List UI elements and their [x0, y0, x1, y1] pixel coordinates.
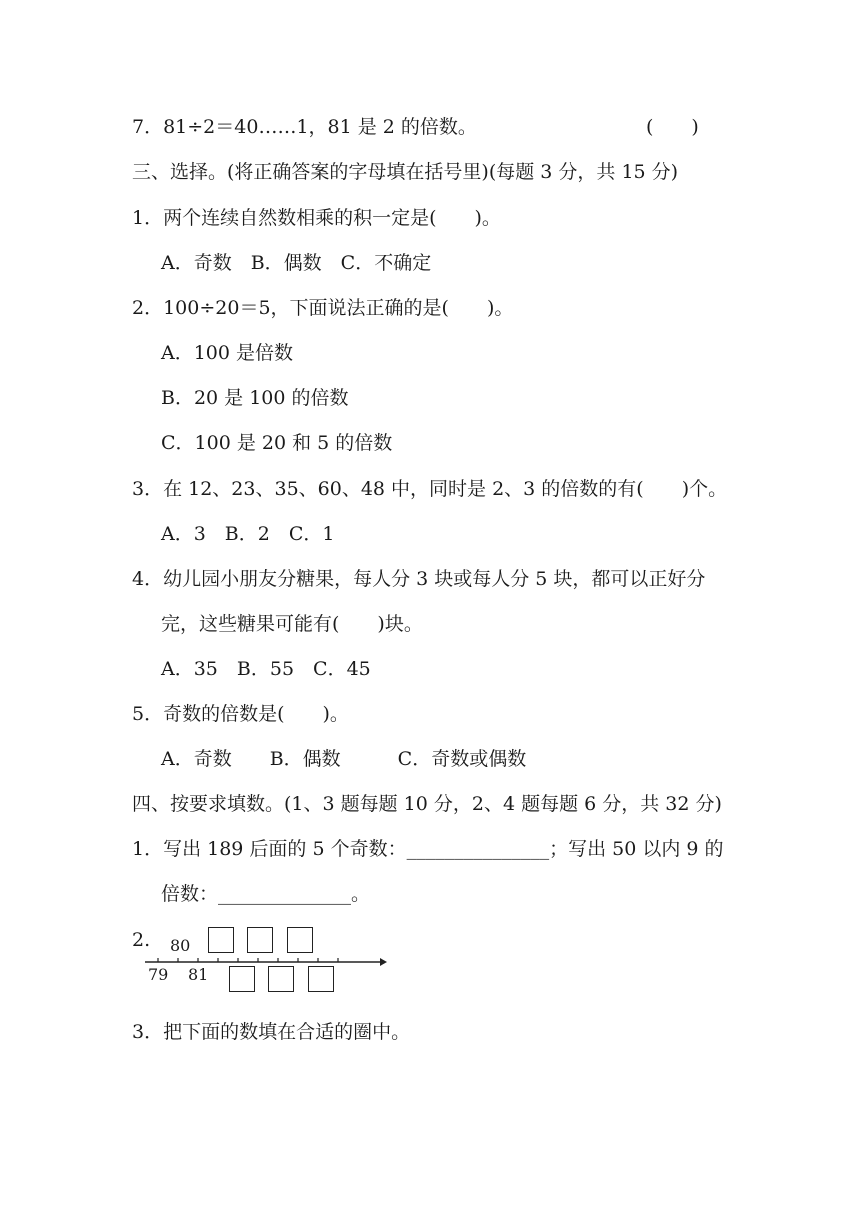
- s3-question-2-option-b: B．20 是 100 的倍数: [161, 387, 349, 409]
- s3-question-1-options: A．奇数 B．偶数 C．不确定: [161, 252, 432, 274]
- question-7: 7．81÷2＝40……1，81 是 2 的倍数。: [132, 116, 477, 138]
- s3-question-2: 2．100÷20＝5，下面说法正确的是( )。: [132, 297, 514, 319]
- s3-question-2-option-a: A．100 是倍数: [161, 342, 294, 364]
- answer-box-bottom-2[interactable]: [268, 966, 294, 992]
- section-4-heading: 四、按要求填数。(1、3 题每题 10 分，2、4 题每题 6 分，共 32 分): [132, 793, 722, 815]
- section-3-heading: 三、选择。(将正确答案的字母填在括号里)(每题 3 分，共 15 分): [132, 161, 679, 183]
- s3-question-4-line-1: 4．幼儿园小朋友分糖果，每人分 3 块或每人分 5 块，都可以正好分: [132, 568, 706, 590]
- s4-question-1-line-1: 1．写出 189 后面的 5 个奇数：_______________；写出 50 以内 9 的: [132, 838, 724, 860]
- number-line-label-80: 80: [170, 936, 191, 955]
- answer-box-bottom-1[interactable]: [229, 966, 255, 992]
- s3-question-3-options: A．3 B．2 C．1: [161, 523, 335, 545]
- s3-question-1: 1．两个连续自然数相乘的积一定是( )。: [132, 207, 501, 229]
- s3-question-4-options: A．35 B．55 C．45: [161, 658, 371, 680]
- answer-box-top-1[interactable]: [208, 927, 234, 953]
- s4-question-1-line-2: 倍数：______________。: [161, 883, 371, 905]
- number-line-arrow: [380, 958, 387, 966]
- s3-question-5-options: A．奇数 B．偶数 C．奇数或偶数: [161, 748, 527, 770]
- number-line-label-81: 81: [188, 965, 209, 984]
- s3-question-3: 3．在 12、23、35、60、48 中，同时是 2、3 的倍数的有( )个。: [132, 478, 728, 500]
- answer-box-top-2[interactable]: [247, 927, 273, 953]
- s3-question-5: 5．奇数的倍数是( )。: [132, 703, 349, 725]
- s3-question-2-option-c: C．100 是 20 和 5 的倍数: [161, 432, 393, 454]
- s4-question-2-number: 2.: [132, 929, 151, 951]
- answer-paren-7[interactable]: ( ): [646, 116, 699, 138]
- number-line-label-79: 79: [148, 965, 169, 984]
- s3-question-4-line-2: 完，这些糖果可能有( )块。: [161, 613, 423, 635]
- s4-question-3: 3．把下面的数填在合适的圈中。: [132, 1021, 411, 1043]
- answer-box-top-3[interactable]: [287, 927, 313, 953]
- answer-box-bottom-3[interactable]: [308, 966, 334, 992]
